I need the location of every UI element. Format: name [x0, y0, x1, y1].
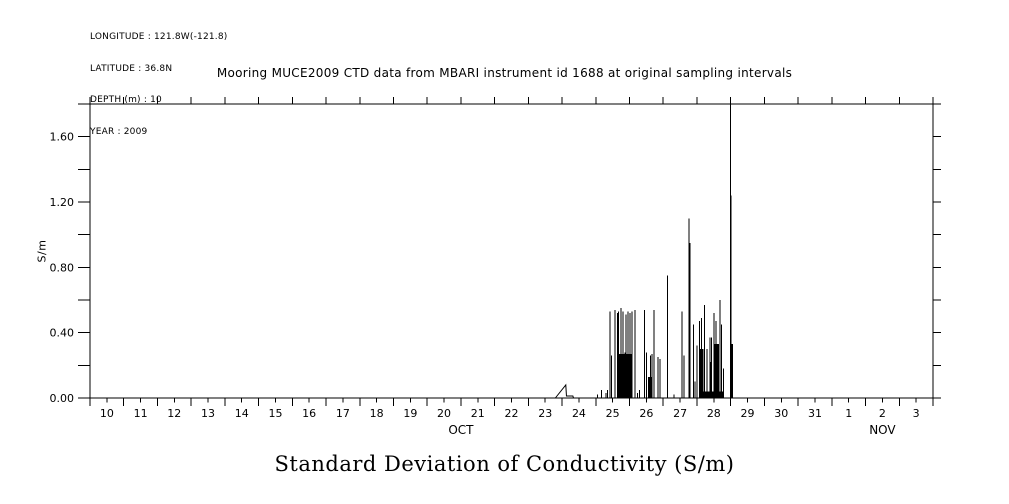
- x-tick-label: 27: [673, 407, 688, 420]
- x-tick-label: 1: [845, 407, 853, 420]
- y-tick-label: 0.80: [49, 261, 74, 275]
- x-tick-label: 12: [167, 407, 182, 420]
- y-tick-label: 0.40: [49, 326, 74, 340]
- x-tick-label: 13: [201, 407, 216, 420]
- y-tick-label: 1.60: [49, 130, 74, 144]
- x-tick-label: 26: [639, 407, 654, 420]
- x-tick-label: 20: [437, 407, 452, 420]
- data-bump: [555, 385, 573, 398]
- x-tick-label: 30: [774, 407, 789, 420]
- x-tick-label: 22: [504, 407, 519, 420]
- y-tick-label: 1.20: [49, 196, 74, 209]
- x-tick-label: 29: [740, 407, 755, 420]
- info-longitude: LONGITUDE : 121.8W(-121.8): [90, 32, 228, 42]
- x-tick-label: 3: [912, 407, 920, 420]
- x-tick-label: 18: [369, 407, 384, 420]
- y-tick-label: 0.00: [49, 392, 74, 405]
- x-tick-label: 10: [99, 407, 114, 420]
- x-tick-label: 24: [571, 407, 586, 420]
- x-tick-label: 14: [234, 407, 249, 420]
- x-tick-label: 19: [403, 407, 418, 420]
- x-tick-label: 25: [605, 407, 620, 420]
- month-label: OCT: [448, 423, 474, 437]
- x-tick-label: 15: [268, 407, 283, 420]
- chart-title: Mooring MUCE2009 CTD data from MBARI instrument id 1688 at original sampling intervals: [216, 66, 793, 80]
- figure-caption: Standard Deviation of Conductivity (S/m): [274, 452, 735, 476]
- x-tick-label: 23: [538, 407, 553, 420]
- x-tick-label: 28: [706, 407, 721, 420]
- x-tick-label: 16: [302, 407, 317, 420]
- info-latitude: LATITUDE : 36.8N: [90, 63, 173, 74]
- y-axis-label: S/m: [35, 239, 49, 263]
- x-tick-label: 31: [807, 407, 822, 420]
- info-depth: DEPTH (m) : 10: [90, 95, 162, 105]
- info-year: YEAR : 2009: [90, 126, 148, 137]
- x-tick-label: 11: [133, 407, 148, 420]
- x-tick-label: 17: [335, 407, 350, 420]
- month-label: NOV: [869, 423, 896, 437]
- x-tick-label: 21: [470, 407, 485, 420]
- x-tick-label: 2: [878, 407, 886, 420]
